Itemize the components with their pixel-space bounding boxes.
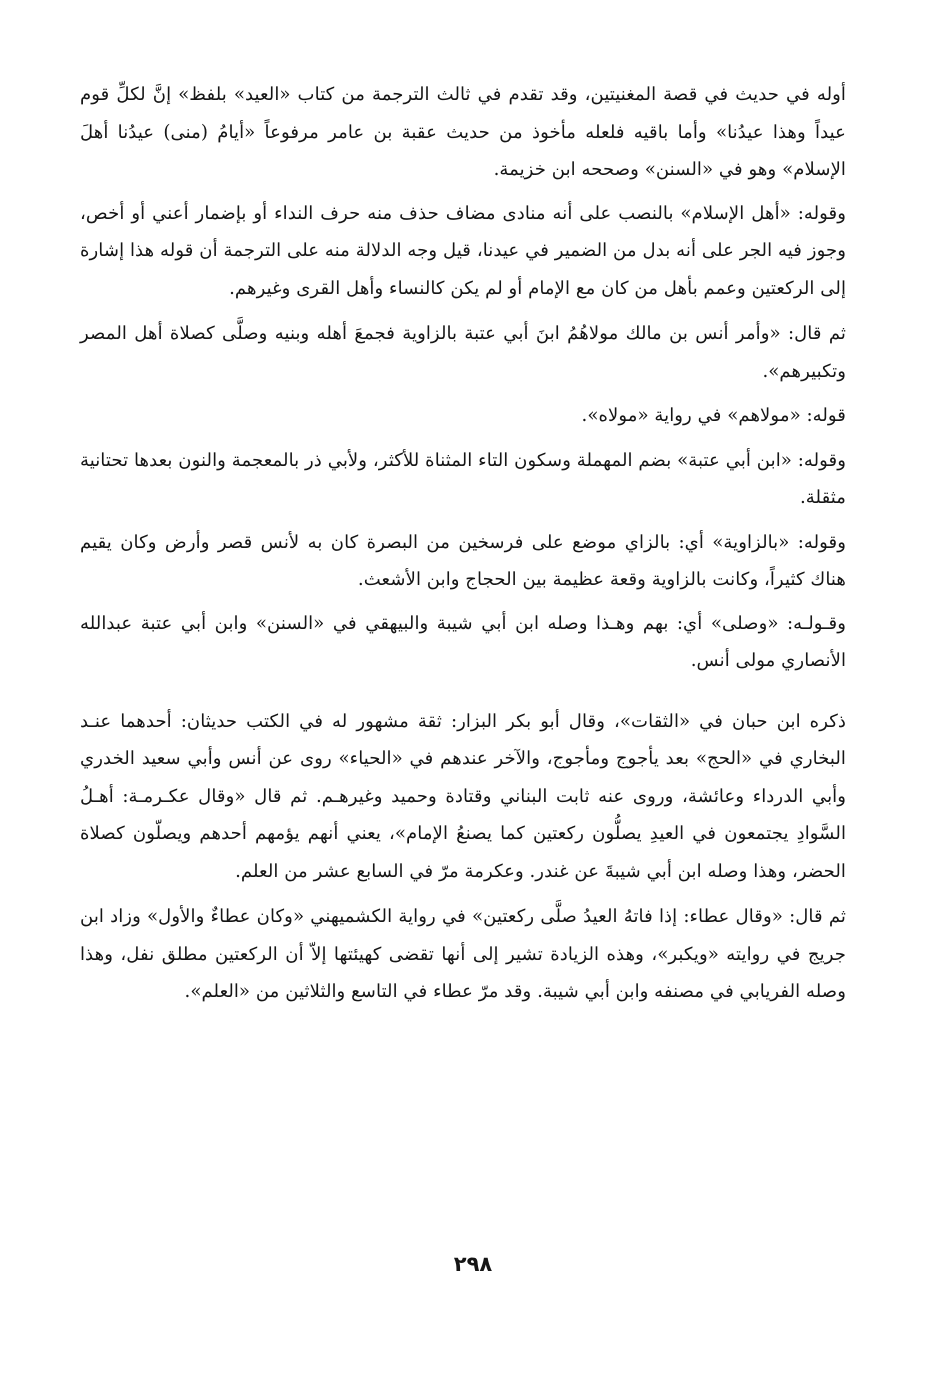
paragraph: وقـولـه: «وصلى» أي: بهم وهـذا وصله ابن أبي شيبة والبيهقي في «السنن» وابن أبي عتبة عبدالله الأنصاري مولى أنس. [80, 612, 846, 671]
paragraph: وقوله: «أهل الإسلام» بالنصب على أنه منادى مضاف حذف منه حرف النداء أو بإضمار أعني أو أخص، وجوز فيه الجر على أنه بدل من الضمير في عيدنا، قيل وجه الدلالة منه على الترجمة أن قوله هذا إشارة إلى الركعتين وعمم بأهل من كان مع الإمام أو لم يكن كالنساء وأهل القرى وغيرهم. [80, 202, 846, 299]
paragraph: أوله في حديث في قصة المغنيتين، وقد تقدم في ثالث الترجمة من كتاب «العيد» بلفظ» إنَّ لكلِّ قوم عيداً وهذا عيدُنا» وأما باقيه فلعله مأخوذ من حديث عقبة بن عامر مرفوعاً «أيامُ (منى) عيدُنا أهلَ الإسلام» وهو في «السنن» وصححه ابن خزيمة. [80, 84, 846, 180]
paragraph: وقوله: «ابن أبي عتبة» بضم المهملة وسكون التاء المثناة للأكثر، ولأبي ذر بالمعجمة والنون بعدها تحتانية مثقلة. [80, 449, 846, 508]
paragraph: وقوله: «بالزاوية» أي: بالزاي موضع على فرسخين من البصرة كان به لأنس قصر وأرض وكان يقيم هناك كثيراً، وكانت بالزاوية وقعة عظيمة بين الحجاج وابن الأشعث. [80, 531, 846, 590]
page-body [80, 76, 846, 1011]
paragraph: قوله: «مولاهم» في رواية «مولاه». [581, 405, 846, 426]
paragraph: ثم قال: «وقال عطاء: إذا فاتهُ العيدُ صلَّى ركعتين» في رواية الكشميهني «وكان عطاءٌ والأول» وزاد ابن جريج في روايته «ويكبر»، وهذه الزيادة تشير إلى أنها تقضى كهيئتها إلاّ أن الركعتين مطلق نفل، وهذا وصله الفريابي في مصنفه وابن أبي شيبة. وقد مرّ عطاء في التاسع والثلاثين من «العلم». [80, 906, 846, 1002]
paragraph: ذكره ابن حبان في «الثقات»، وقال أبو بكر البزار: ثقة مشهور له في الكتب حديثان: أحدهما عنـد البخاري في «الحج» بعد يأجوج ومأجوج، والآخر عندهم في «الحياء» روى عن أنس وأبي سعيد الخدري وأبي الدرداء وعائشة، وروى عنه ثابت البناني وقتادة وحميد وغيرهـم. ثم قال «وقال عكـرمـة: أهـلُ السَّوادِ يجتمعون في العيدِ يصلُّون ركعتين كما يصنعُ الإمام»، يعني أنهم يؤمهم أحدهم ويصلّون كصلاة الحضر، وهذا وصله ابن أبي شيبةَ عن غندر. وعكرمة مرّ في السابع عشر من العلم. [80, 710, 846, 882]
page-number: ٢٩٨ [453, 1252, 493, 1276]
paragraph: ثم قال: «وأمر أنس بن مالك مولاهُمُ ابنَ أبي عتبة بالزاوية فجمعَ أهله وبنيه وصلَّى كصلاة أهل المصر وتكبيرهم». [80, 323, 846, 382]
